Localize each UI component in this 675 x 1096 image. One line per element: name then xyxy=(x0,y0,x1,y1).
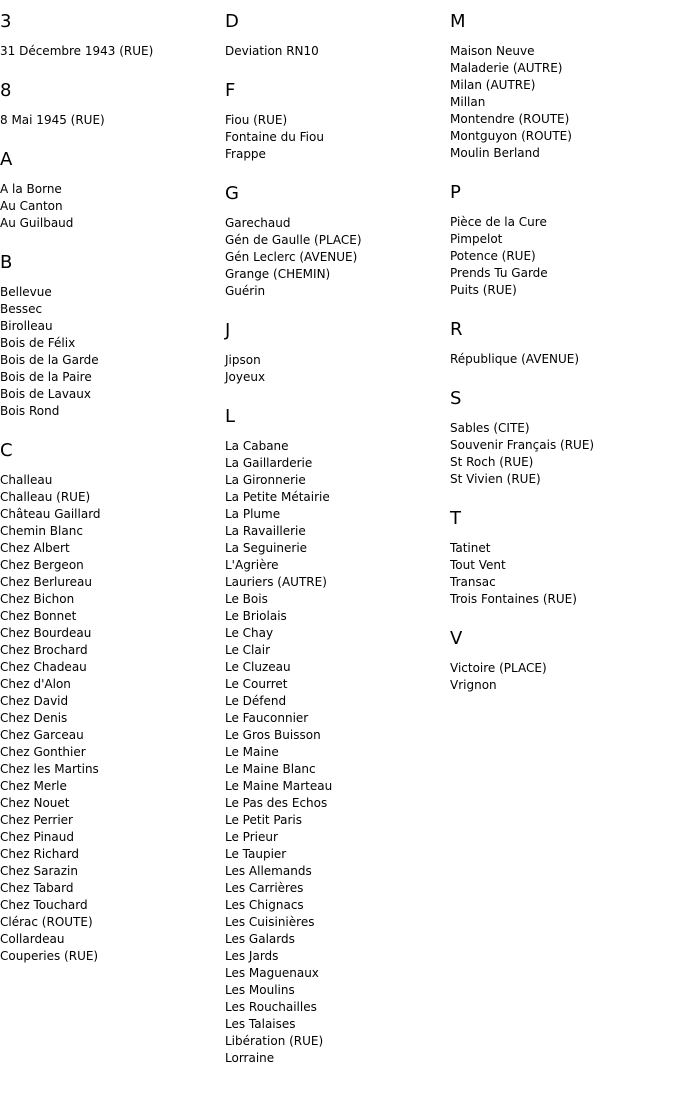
street-link[interactable]: Le Pas des Echos xyxy=(225,796,328,810)
street-list xyxy=(450,660,670,694)
street-link[interactable]: Chez Tabard xyxy=(0,881,74,895)
street-link[interactable]: Souvenir Français (RUE) xyxy=(450,438,595,452)
letter-group xyxy=(450,627,670,694)
street-link[interactable]: Transac xyxy=(450,575,496,589)
street-link[interactable]: Le Chay xyxy=(225,626,274,640)
street-link[interactable]: Puits (RUE) xyxy=(450,283,517,297)
letter-heading: A xyxy=(0,149,13,170)
letter-group xyxy=(450,507,670,608)
street-list xyxy=(0,472,220,965)
street-link[interactable]: Joyeux xyxy=(225,370,266,384)
letter-heading: P xyxy=(450,182,461,203)
letter-heading: J xyxy=(225,320,231,341)
street-link[interactable]: Garechaud xyxy=(225,216,291,230)
letter-heading: G xyxy=(225,183,239,204)
street-list xyxy=(0,284,220,420)
street-link[interactable]: Chez Richard xyxy=(0,847,80,861)
street-list xyxy=(225,215,445,300)
street-link[interactable]: Bois de Lavaux xyxy=(0,387,91,401)
street-link[interactable]: Clérac (ROUTE) xyxy=(0,915,93,929)
street-list xyxy=(225,43,445,60)
street-link[interactable]: Les Galards xyxy=(225,932,295,946)
street-index-column-3 xyxy=(450,10,670,713)
letter-group xyxy=(225,10,445,60)
street-link[interactable]: Chez Perrier xyxy=(0,813,73,827)
street-link[interactable]: Collardeau xyxy=(0,932,65,946)
letter-group xyxy=(450,387,670,488)
street-link[interactable]: Chez Merle xyxy=(0,779,67,793)
street-link[interactable]: République (AVENUE) xyxy=(450,352,580,366)
street-link[interactable]: Chez Denis xyxy=(0,711,68,725)
letter-heading: T xyxy=(450,508,461,529)
street-link[interactable]: Chez Nouet xyxy=(0,796,70,810)
letter-group xyxy=(450,10,670,162)
street-link[interactable]: Chez Bonnet xyxy=(0,609,77,623)
letter-group xyxy=(0,79,220,129)
letter-heading: M xyxy=(450,11,466,32)
street-link[interactable]: Le Petit Paris xyxy=(225,813,302,827)
street-link[interactable]: Chez Sarazin xyxy=(0,864,78,878)
street-link[interactable]: La Cabane xyxy=(225,439,289,453)
street-link[interactable]: Chez David xyxy=(0,694,69,708)
street-link[interactable]: Couperies (RUE) xyxy=(0,949,99,963)
street-link[interactable]: Chez les Martins xyxy=(0,762,99,776)
street-link[interactable]: 31 Décembre 1943 (RUE) xyxy=(0,44,154,58)
street-link[interactable]: Fontaine du Fiou xyxy=(225,130,324,144)
street-list xyxy=(450,540,670,608)
street-index-column-2 xyxy=(225,10,445,1086)
street-link[interactable]: Bellevue xyxy=(0,285,52,299)
letter-heading: V xyxy=(450,628,463,649)
letter-group xyxy=(0,439,220,965)
street-link[interactable]: Bois de la Garde xyxy=(0,353,99,367)
letter-heading: D xyxy=(225,11,239,32)
street-link[interactable]: Les Maguenaux xyxy=(225,966,319,980)
letter-group xyxy=(450,181,670,299)
street-link[interactable]: Bois de la Paire xyxy=(0,370,92,384)
street-link[interactable]: La Petite Métairie xyxy=(225,490,330,504)
street-link[interactable]: A la Borne xyxy=(0,182,62,196)
street-link[interactable]: Tout Vent xyxy=(450,558,506,572)
street-link[interactable]: Moulin Berland xyxy=(450,146,540,160)
street-link[interactable]: Chez Touchard xyxy=(0,898,88,912)
letter-group xyxy=(0,148,220,232)
street-link[interactable]: Sables (CITE) xyxy=(450,421,530,435)
street-link[interactable]: Chez Bergeon xyxy=(0,558,84,572)
street-link[interactable]: Chez Chadeau xyxy=(0,660,87,674)
street-link[interactable]: Libération (RUE) xyxy=(225,1034,324,1048)
street-link[interactable]: Le Maine Marteau xyxy=(225,779,333,793)
letter-group xyxy=(225,319,445,386)
street-link[interactable]: Gén Leclerc (AVENUE) xyxy=(225,250,358,264)
street-link[interactable]: Jipson xyxy=(225,353,261,367)
street-link[interactable]: Le Prieur xyxy=(225,830,278,844)
street-link[interactable]: Les Talaises xyxy=(225,1017,296,1031)
street-link[interactable]: Les Carrières xyxy=(225,881,304,895)
street-link[interactable]: Chez Garceau xyxy=(0,728,84,742)
letter-group xyxy=(225,405,445,1067)
street-link[interactable]: Le Gros Buisson xyxy=(225,728,321,742)
street-index-column-1 xyxy=(0,10,220,984)
letter-heading: L xyxy=(225,406,236,427)
letter-heading: C xyxy=(0,440,13,461)
letter-group xyxy=(0,251,220,420)
street-list xyxy=(0,112,220,129)
street-link[interactable]: Le Fauconnier xyxy=(225,711,309,725)
street-list xyxy=(450,214,670,299)
street-link[interactable]: Maladerie (AUTRE) xyxy=(450,61,563,75)
street-link[interactable]: La Gaillarderie xyxy=(225,456,313,470)
street-link[interactable]: Victoire (PLACE) xyxy=(450,661,547,675)
street-link[interactable]: Chez d'Alon xyxy=(0,677,71,691)
letter-group xyxy=(0,10,220,60)
street-link[interactable]: Lauriers (AUTRE) xyxy=(225,575,327,589)
street-link[interactable]: Les Allemands xyxy=(225,864,312,878)
letter-heading: 8 xyxy=(0,80,12,101)
street-link[interactable]: Chez Brochard xyxy=(0,643,88,657)
street-link[interactable]: Challeau (RUE) xyxy=(0,490,91,504)
street-link[interactable]: Trois Fontaines (RUE) xyxy=(450,592,577,606)
street-link[interactable]: Le Clair xyxy=(225,643,271,657)
street-link[interactable]: Pimpelot xyxy=(450,232,503,246)
street-link[interactable]: Millan xyxy=(450,95,486,109)
street-list xyxy=(0,43,220,60)
street-link[interactable]: Vrignon xyxy=(450,678,497,692)
street-link[interactable]: Le Cluzeau xyxy=(225,660,291,674)
street-link[interactable]: Le Maine Blanc xyxy=(225,762,316,776)
street-link[interactable]: Chemin Blanc xyxy=(0,524,83,538)
street-link[interactable]: Grange (CHEMIN) xyxy=(225,267,331,281)
street-link[interactable]: Au Canton xyxy=(0,199,63,213)
street-link[interactable]: Le Taupier xyxy=(225,847,287,861)
street-link[interactable]: Les Moulins xyxy=(225,983,295,997)
street-link[interactable]: Les Rouchailles xyxy=(225,1000,317,1014)
street-link[interactable]: La Ravaillerie xyxy=(225,524,306,538)
street-link[interactable]: Birolleau xyxy=(0,319,53,333)
street-list xyxy=(0,181,220,232)
street-link[interactable]: Chez Bourdeau xyxy=(0,626,92,640)
street-list xyxy=(225,352,445,386)
street-link[interactable]: Chez Bichon xyxy=(0,592,75,606)
street-link[interactable]: Fiou (RUE) xyxy=(225,113,288,127)
street-link[interactable]: Chez Berlureau xyxy=(0,575,92,589)
street-link[interactable]: Lorraine xyxy=(225,1051,275,1065)
letter-heading: B xyxy=(0,252,13,273)
street-link[interactable]: Gén de Gaulle (PLACE) xyxy=(225,233,362,247)
street-link[interactable]: L'Agrière xyxy=(225,558,279,572)
street-link[interactable]: Potence (RUE) xyxy=(450,249,536,263)
street-link[interactable]: Le Maine xyxy=(225,745,279,759)
street-link[interactable]: 8 Mai 1945 (RUE) xyxy=(0,113,105,127)
street-link[interactable]: Challeau xyxy=(0,473,53,487)
street-link[interactable]: Tatinet xyxy=(450,541,491,555)
letter-group xyxy=(225,182,445,300)
street-link[interactable]: La Gironnerie xyxy=(225,473,306,487)
street-link[interactable]: Les Jards xyxy=(225,949,279,963)
letter-group xyxy=(225,79,445,163)
street-link[interactable]: Le Défend xyxy=(225,694,287,708)
street-link[interactable]: Prends Tu Garde xyxy=(450,266,548,280)
street-link[interactable]: Chez Pinaud xyxy=(0,830,74,844)
letter-heading: 3 xyxy=(0,11,12,32)
street-link[interactable]: La Plume xyxy=(225,507,281,521)
street-link[interactable]: La Seguinerie xyxy=(225,541,308,555)
street-link[interactable]: Au Guilbaud xyxy=(0,216,74,230)
street-link[interactable]: Bois de Félix xyxy=(0,336,76,350)
letter-group xyxy=(450,318,670,368)
street-list xyxy=(450,420,670,488)
letter-heading: F xyxy=(225,80,236,101)
street-link[interactable]: St Vivien (RUE) xyxy=(450,472,541,486)
street-link[interactable]: Château Gaillard xyxy=(0,507,101,521)
street-link[interactable]: Chez Albert xyxy=(0,541,70,555)
street-link[interactable]: Pièce de la Cure xyxy=(450,215,547,229)
street-list xyxy=(450,43,670,162)
street-link[interactable]: Le Courret xyxy=(225,677,288,691)
street-link[interactable]: Les Chignacs xyxy=(225,898,304,912)
street-link[interactable]: Les Cuisinières xyxy=(225,915,315,929)
street-list xyxy=(450,351,670,368)
street-link[interactable]: Montendre (ROUTE) xyxy=(450,112,570,126)
street-link[interactable]: Montguyon (ROUTE) xyxy=(450,129,572,143)
street-link[interactable]: Maison Neuve xyxy=(450,44,535,58)
street-link[interactable]: Le Bois xyxy=(225,592,268,606)
street-link[interactable]: Milan (AUTRE) xyxy=(450,78,536,92)
street-list xyxy=(225,438,445,1067)
street-link[interactable]: Le Briolais xyxy=(225,609,287,623)
street-list xyxy=(225,112,445,163)
street-link[interactable]: Guérin xyxy=(225,284,266,298)
street-link[interactable]: Frappe xyxy=(225,147,266,161)
letter-heading: R xyxy=(450,319,463,340)
street-link[interactable]: Deviation RN10 xyxy=(225,44,319,58)
letter-heading: S xyxy=(450,388,462,409)
street-link[interactable]: Bessec xyxy=(0,302,43,316)
street-link[interactable]: St Roch (RUE) xyxy=(450,455,534,469)
street-link[interactable]: Bois Rond xyxy=(0,404,60,418)
street-link[interactable]: Chez Gonthier xyxy=(0,745,86,759)
